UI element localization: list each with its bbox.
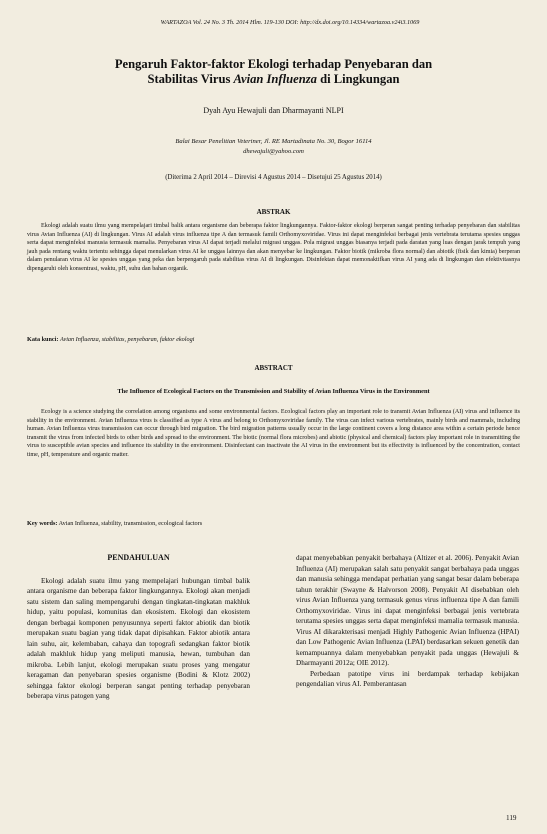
right-paragraph-1: dapat menyebabkan penyakit berbahaya (Altizer et al. 2006). Penyakit Avian Influenza (AI) merupakan salah satu penyakit sangat berbahaya pada unggas dan manusia sehingga mendapat perhatian yang sangat besar dalam beberapa tahun terakhir (Swayne & Halvorson 2008). Penyakit AI disebabkan oleh virus Avian Influenza yang termasuk genus virus influenza tipe A dan famili Orthomyxoviridae. Virus ini dapat menginfeksi berbagai jenis vertebrata terutama spesies unggas serta dapat menginfeksi mamalia termasuk manusia. Virus AI dikarakterisasi menjadi Highly Pathogenic Avian Influenza (HPAI) dan Low Pathogenic Avian Influenza (LPAI) berdasarkan sekuen genetik dan kemampuannya dalam menyebabkan penyakit pada unggas (Hewajuli & Dharmayanti 2012a; OIE 2012). xyxy=(296,554,519,667)
submission-dates: (Diterima 2 April 2014 – Direvisi 4 Agustus 2014 – Disetujui 25 Agustus 2014) xyxy=(165,174,382,181)
right-column xyxy=(296,553,519,690)
section-heading-pendahuluan: PENDAHULUAN xyxy=(107,553,170,562)
abstract-heading: ABSTRACT xyxy=(254,364,293,372)
left-paragraph-1: Ekologi adalah suatu ilmu yang mempelajari hubungan timbal balik antara organisme dan beberapa faktor lingkungannya. Ekologi akan menjadi satu sistem dan saling mempengaruhi dengan tingkatan-tingkatan makhluk hidup, yaitu populasi, komunitas dan ekosistem. Ekologi dan ekosistem dengan berbagai komponen penyusunnya seperti faktor abiotik dan biotik merupakan suatu bagian yang tidak dapat dipisahkan. Faktor abiotik antara lain suhu, air, kelembaban, cahaya dan topografi sedangkan faktor biotik adalah makhluk hidup yang meliputi manusia, hewan, tumbuhan dan mikroba. Lebih lanjut, ekologi merupakan suatu proses yang mengatur keragaman dan penyebaran spesies organisme (Bodini & Klotz 2002) sehingga faktor ekologi berperan sangat penting terhadap penyebaran beberapa virus patogen yang xyxy=(27,576,250,700)
abstrak-heading: ABSTRAK xyxy=(256,208,291,216)
abstract-text: Ecology is a science studying the correlation among organisms and some environmental factors. Ecological factors play an important role to transmit Avian Influenza (AI) virus and influence its stability in the environment. Avian Influenza virus is classified as type A virus and belong to Orthomyxoviridae family. The virus can infect various vertebrates, mainly birds and mammals, including human. Avian Influenza virus transmission can occur through bird migration. The bird migration patterns usually occur in the large continent covers a long distance area within a certain periode hence transmit the virus from infected birds to other birds and spread to the environment. The biotic (normal flora microbes) and abiotic (physical and chemical) factors play important role in transmitting the virus to susceptible avian species and influence its stability in the environment. Disinfectant can inactivate the AI virus in the environment but its effectivity is influenced by the concentration, contact time, pH, temperature and organic matter. xyxy=(27,409,520,458)
abstract-keywords: Key words: Avian Influenza, stability, transmission, ecological factors xyxy=(27,520,203,527)
abstrak-keywords: Kata kunci: Avian Influenza, stabilitas, penyebaran, faktor ekologi xyxy=(27,336,195,343)
abstrak-text: Ekologi adalah suatu ilmu yang mempelajari timbal balik antara organisme dan beberapa faktor lingkungannya. Faktor-faktor ekologi berperan sangat penting terhadap penyebaran dan stabilitas virus Avian Influenza (AI) di lingkungan. Virus AI adalah virus influenza tipe A dan termasuk famili Orthomyxoviridae. Virus ini dapat menginfeksi berbagai jenis vertebrata terutama spesies unggas serta dapat menginfeksi manusia termasuk mamalia. Penyebaran virus AI dapat terjadi melalui migrasi unggas. Pola migrasi unggas biasanya terjadi pada daratan yang luas dengan jarak tempuh yang jauh pada rentang waktu tertentu sehingga dapat menularkan virus AI ke unggas lainnya dan akan menyebar ke lingkungan. Faktor biotik (mikroba flora normal) dan abiotik (fisik dan kimia) berperan dalam penularan virus AI ke spesies unggas yang peka dan berpengaruh pada stabilitas virus AI di lingkungan. Disinfektan dapat memonaktifkan virus AI yang ada di lingkungan dan efektivitasnya dipengaruhi oleh konsentrasi, waktu, pH, suhu dan bahan organik. xyxy=(27,223,520,272)
left-column xyxy=(27,553,250,702)
title-line-2: Stabilitas Virus Avian Influenza di Lingkungan xyxy=(147,72,400,86)
affiliation-block xyxy=(40,137,507,157)
journal-header: WARTAZOA Vol. 24 No. 3 Th. 2014 Hlm. 119-130 DOI: http://dx.doi.org/10.14334/wartazoa.v24i3.1069 xyxy=(160,19,420,26)
english-title: The Influence of Ecological Factors on the Transmission and Stability of Avian Influenza Virus in the Environment xyxy=(117,388,430,395)
email: dhewajuli@yahoo.com xyxy=(243,148,304,155)
page-number: 119 xyxy=(506,814,517,822)
title-line-1: Pengaruh Faktor-faktor Ekologi terhadap Penyebaran dan xyxy=(114,57,433,71)
affiliation: Balai Besar Penelitian Veteriner, Jl. RE Martadinata No. 30, Bogor 16114 xyxy=(175,138,372,145)
article-title xyxy=(40,57,507,87)
authors: Dyah Ayu Hewajuli dan Dharmayanti NLPI xyxy=(203,106,344,115)
right-paragraph-2: Perbedaan patotipe virus ini berdampak terhadap kebijakan pengendalian virus AI. Pemberantasan xyxy=(296,669,519,688)
